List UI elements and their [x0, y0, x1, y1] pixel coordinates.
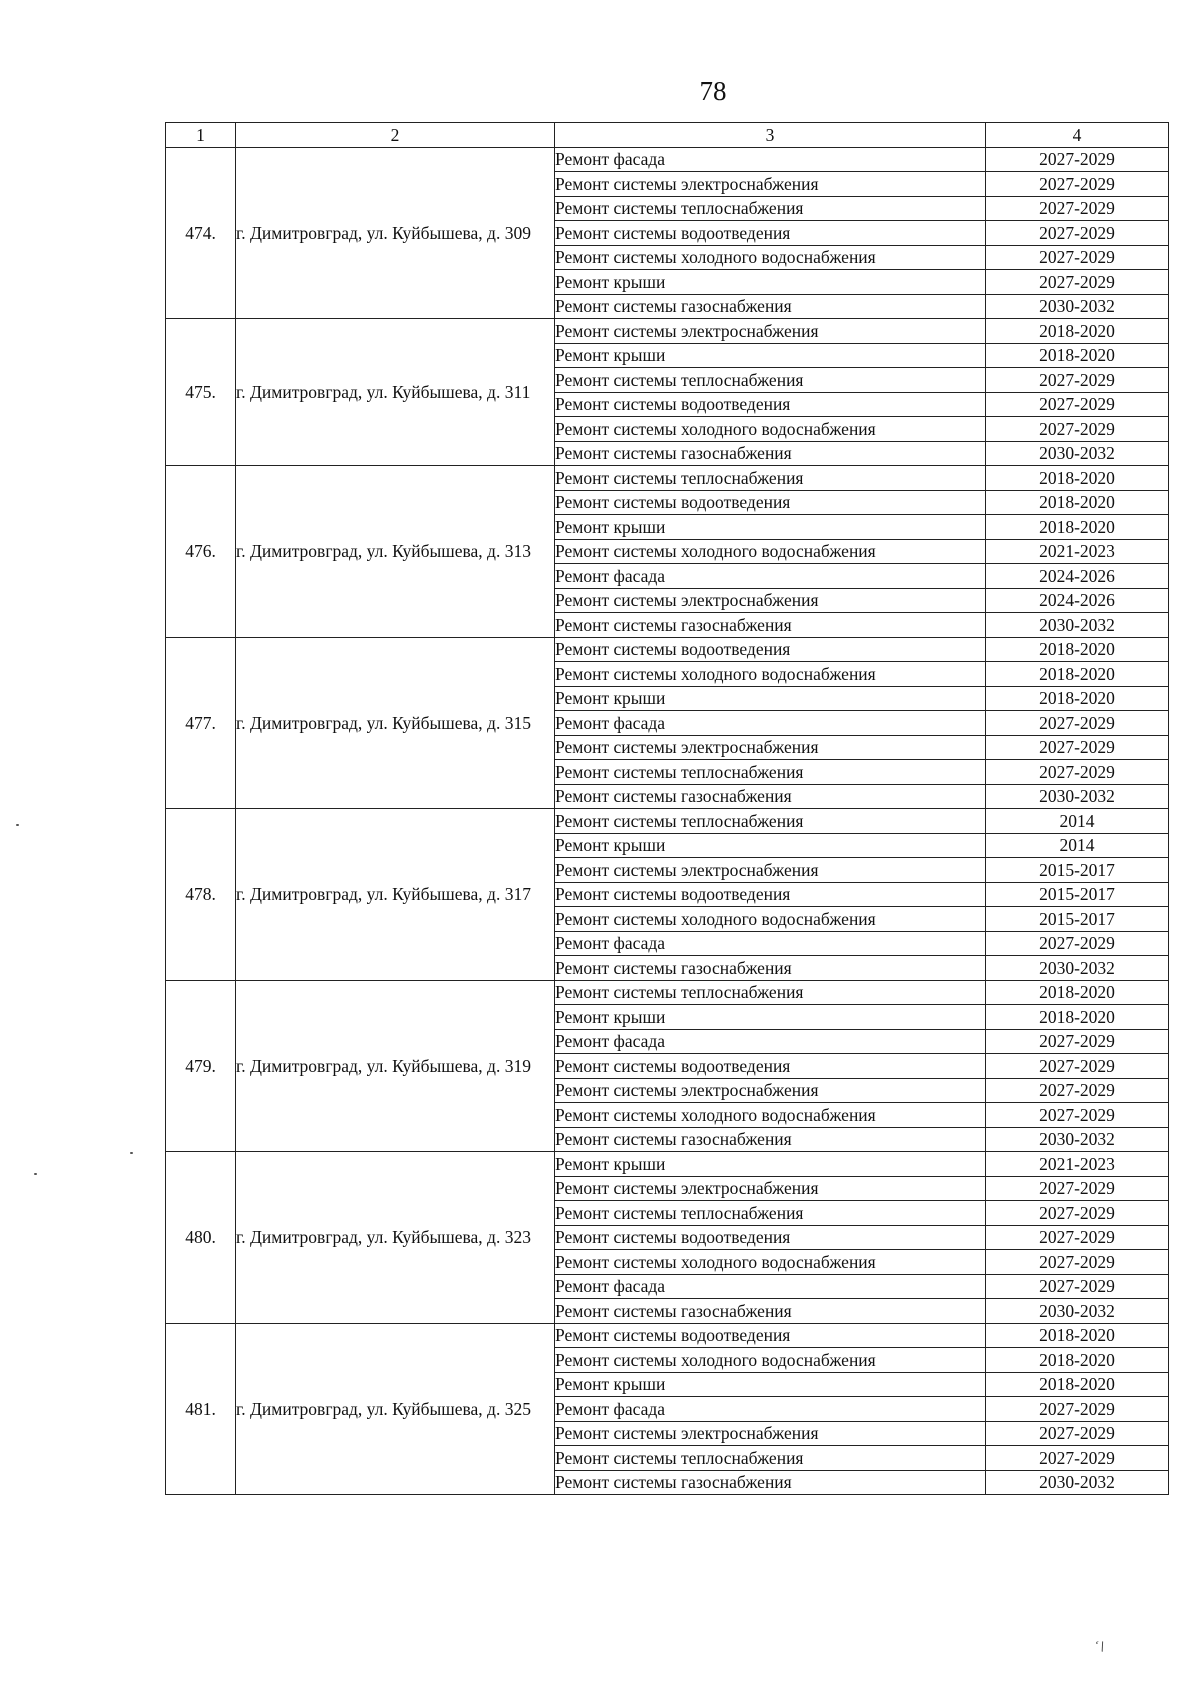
work-period: 2018-2020 [986, 466, 1169, 491]
header-col-3: 3 [555, 123, 986, 148]
work-type: Ремонт крыши [555, 270, 986, 295]
table-row [166, 147, 1169, 172]
work-period: 2018-2020 [986, 1323, 1169, 1348]
work-period: 2027-2029 [986, 245, 1169, 270]
scan-speck [130, 1152, 133, 1154]
work-type: Ремонт системы газоснабжения [555, 1299, 986, 1324]
work-type: Ремонт системы водоотведения [555, 637, 986, 662]
work-type: Ремонт системы теплоснабжения [555, 980, 986, 1005]
work-type: Ремонт фасада [555, 564, 986, 589]
table-row [166, 980, 1169, 1005]
building-address: г. Димитровград, ул. Куйбышева, д. 309 [236, 147, 555, 319]
page-number: 78 [699, 76, 727, 106]
work-type: Ремонт системы газоснабжения [555, 294, 986, 319]
work-type: Ремонт системы холодного водоснабжения [555, 539, 986, 564]
work-type: Ремонт системы электроснабжения [555, 858, 986, 883]
work-type: Ремонт системы газоснабжения [555, 1470, 986, 1495]
work-period: 2027-2029 [986, 1250, 1169, 1275]
work-period: 2030-2032 [986, 294, 1169, 319]
work-period: 2027-2029 [986, 931, 1169, 956]
work-period: 2027-2029 [986, 1421, 1169, 1446]
work-type: Ремонт системы теплоснабжения [555, 1446, 986, 1471]
work-period: 2027-2029 [986, 1103, 1169, 1128]
work-type: Ремонт системы холодного водоснабжения [555, 1348, 986, 1373]
building-address: г. Димитровград, ул. Куйбышева, д. 317 [236, 809, 555, 981]
row-number: 476. [166, 466, 236, 638]
work-period: 2015-2017 [986, 907, 1169, 932]
work-type: Ремонт крыши [555, 343, 986, 368]
work-type: Ремонт системы газоснабжения [555, 613, 986, 638]
work-period: 2030-2032 [986, 613, 1169, 638]
work-period: 2021-2023 [986, 539, 1169, 564]
work-period: 2018-2020 [986, 1372, 1169, 1397]
work-type: Ремонт системы электроснабжения [555, 588, 986, 613]
work-period: 2027-2029 [986, 172, 1169, 197]
work-period: 2030-2032 [986, 784, 1169, 809]
table-row [166, 809, 1169, 834]
work-period: 2014 [986, 833, 1169, 858]
table-row [166, 319, 1169, 344]
building-address: г. Димитровград, ул. Куйбышева, д. 311 [236, 319, 555, 466]
work-period: 2027-2029 [986, 1201, 1169, 1226]
work-type: Ремонт системы теплоснабжения [555, 466, 986, 491]
work-type: Ремонт системы электроснабжения [555, 1176, 986, 1201]
work-type: Ремонт системы газоснабжения [555, 956, 986, 981]
work-type: Ремонт системы холодного водоснабжения [555, 417, 986, 442]
scan-speck [16, 824, 19, 826]
work-type: Ремонт системы холодного водоснабжения [555, 245, 986, 270]
work-type: Ремонт системы холодного водоснабжения [555, 1103, 986, 1128]
repair-schedule-table [165, 122, 1169, 1495]
work-period: 2030-2032 [986, 1470, 1169, 1495]
work-type: Ремонт системы электроснабжения [555, 1421, 986, 1446]
row-number: 481. [166, 1323, 236, 1495]
work-type: Ремонт системы теплоснабжения [555, 368, 986, 393]
row-number: 478. [166, 809, 236, 981]
work-type: Ремонт системы газоснабжения [555, 1127, 986, 1152]
work-type: Ремонт системы электроснабжения [555, 319, 986, 344]
work-period: 2030-2032 [986, 956, 1169, 981]
row-number: 479. [166, 980, 236, 1152]
work-period: 2027-2029 [986, 1078, 1169, 1103]
table-row [166, 1323, 1169, 1348]
work-period: 2024-2026 [986, 564, 1169, 589]
work-period: 2018-2020 [986, 319, 1169, 344]
building-address: г. Димитровград, ул. Куйбышева, д. 325 [236, 1323, 555, 1495]
scan-mark: ‘∖ [1092, 1637, 1108, 1655]
work-period: 2027-2029 [986, 417, 1169, 442]
header-col-4: 4 [986, 123, 1169, 148]
building-address: г. Димитровград, ул. Куйбышева, д. 315 [236, 637, 555, 809]
work-type: Ремонт крыши [555, 1372, 986, 1397]
row-number: 475. [166, 319, 236, 466]
work-period: 2015-2017 [986, 858, 1169, 883]
work-period: 2027-2029 [986, 711, 1169, 736]
work-period: 2027-2029 [986, 1225, 1169, 1250]
work-period: 2027-2029 [986, 1397, 1169, 1422]
work-period: 2018-2020 [986, 686, 1169, 711]
work-type: Ремонт фасада [555, 1029, 986, 1054]
work-type: Ремонт крыши [555, 833, 986, 858]
row-number: 477. [166, 637, 236, 809]
work-type: Ремонт системы электроснабжения [555, 735, 986, 760]
header-col-2: 2 [236, 123, 555, 148]
work-period: 2027-2029 [986, 368, 1169, 393]
work-period: 2018-2020 [986, 515, 1169, 540]
work-period: 2018-2020 [986, 662, 1169, 687]
work-type: Ремонт системы водоотведения [555, 1054, 986, 1079]
work-type: Ремонт крыши [555, 686, 986, 711]
work-period: 2014 [986, 809, 1169, 834]
work-type: Ремонт системы холодного водоснабжения [555, 662, 986, 687]
work-period: 2030-2032 [986, 441, 1169, 466]
work-type: Ремонт крыши [555, 515, 986, 540]
work-period: 2027-2029 [986, 1054, 1169, 1079]
work-period: 2027-2029 [986, 1446, 1169, 1471]
header-row [166, 123, 1169, 148]
work-period: 2027-2029 [986, 735, 1169, 760]
work-type: Ремонт системы водоотведения [555, 1225, 986, 1250]
work-type: Ремонт фасада [555, 1397, 986, 1422]
work-type: Ремонт системы водоотведения [555, 221, 986, 246]
work-period: 2027-2029 [986, 221, 1169, 246]
work-period: 2024-2026 [986, 588, 1169, 613]
work-type: Ремонт крыши [555, 1005, 986, 1030]
work-period: 2027-2029 [986, 196, 1169, 221]
work-period: 2030-2032 [986, 1299, 1169, 1324]
work-type: Ремонт крыши [555, 1152, 986, 1177]
work-period: 2027-2029 [986, 1029, 1169, 1054]
row-number: 474. [166, 147, 236, 319]
work-period: 2018-2020 [986, 490, 1169, 515]
table-row [166, 1152, 1169, 1177]
work-period: 2018-2020 [986, 343, 1169, 368]
work-type: Ремонт системы газоснабжения [555, 441, 986, 466]
work-type: Ремонт фасада [555, 711, 986, 736]
work-type: Ремонт системы холодного водоснабжения [555, 1250, 986, 1275]
work-period: 2015-2017 [986, 882, 1169, 907]
work-period: 2018-2020 [986, 1348, 1169, 1373]
work-period: 2027-2029 [986, 270, 1169, 295]
work-type: Ремонт фасада [555, 931, 986, 956]
row-number: 480. [166, 1152, 236, 1324]
work-type: Ремонт системы теплоснабжения [555, 196, 986, 221]
work-period: 2018-2020 [986, 637, 1169, 662]
work-type: Ремонт системы водоотведения [555, 490, 986, 515]
work-type: Ремонт фасада [555, 1274, 986, 1299]
building-address: г. Димитровград, ул. Куйбышева, д. 323 [236, 1152, 555, 1324]
scan-speck [34, 1173, 37, 1175]
work-period: 2027-2029 [986, 760, 1169, 785]
work-period: 2027-2029 [986, 147, 1169, 172]
work-type: Ремонт системы теплоснабжения [555, 809, 986, 834]
table-body [166, 147, 1169, 1495]
work-period: 2018-2020 [986, 980, 1169, 1005]
header-col-1: 1 [166, 123, 236, 148]
work-type: Ремонт системы электроснабжения [555, 1078, 986, 1103]
building-address: г. Димитровград, ул. Куйбышева, д. 313 [236, 466, 555, 638]
work-period: 2021-2023 [986, 1152, 1169, 1177]
work-type: Ремонт системы водоотведения [555, 392, 986, 417]
work-type: Ремонт фасада [555, 147, 986, 172]
work-period: 2018-2020 [986, 1005, 1169, 1030]
building-address: г. Димитровград, ул. Куйбышева, д. 319 [236, 980, 555, 1152]
table-row [166, 637, 1169, 662]
work-type: Ремонт системы электроснабжения [555, 172, 986, 197]
table-row [166, 466, 1169, 491]
work-type: Ремонт системы теплоснабжения [555, 1201, 986, 1226]
work-type: Ремонт системы теплоснабжения [555, 760, 986, 785]
work-type: Ремонт системы водоотведения [555, 1323, 986, 1348]
work-period: 2027-2029 [986, 1176, 1169, 1201]
work-type: Ремонт системы холодного водоснабжения [555, 907, 986, 932]
work-type: Ремонт системы водоотведения [555, 882, 986, 907]
work-type: Ремонт системы газоснабжения [555, 784, 986, 809]
work-period: 2027-2029 [986, 1274, 1169, 1299]
work-period: 2027-2029 [986, 392, 1169, 417]
work-period: 2030-2032 [986, 1127, 1169, 1152]
